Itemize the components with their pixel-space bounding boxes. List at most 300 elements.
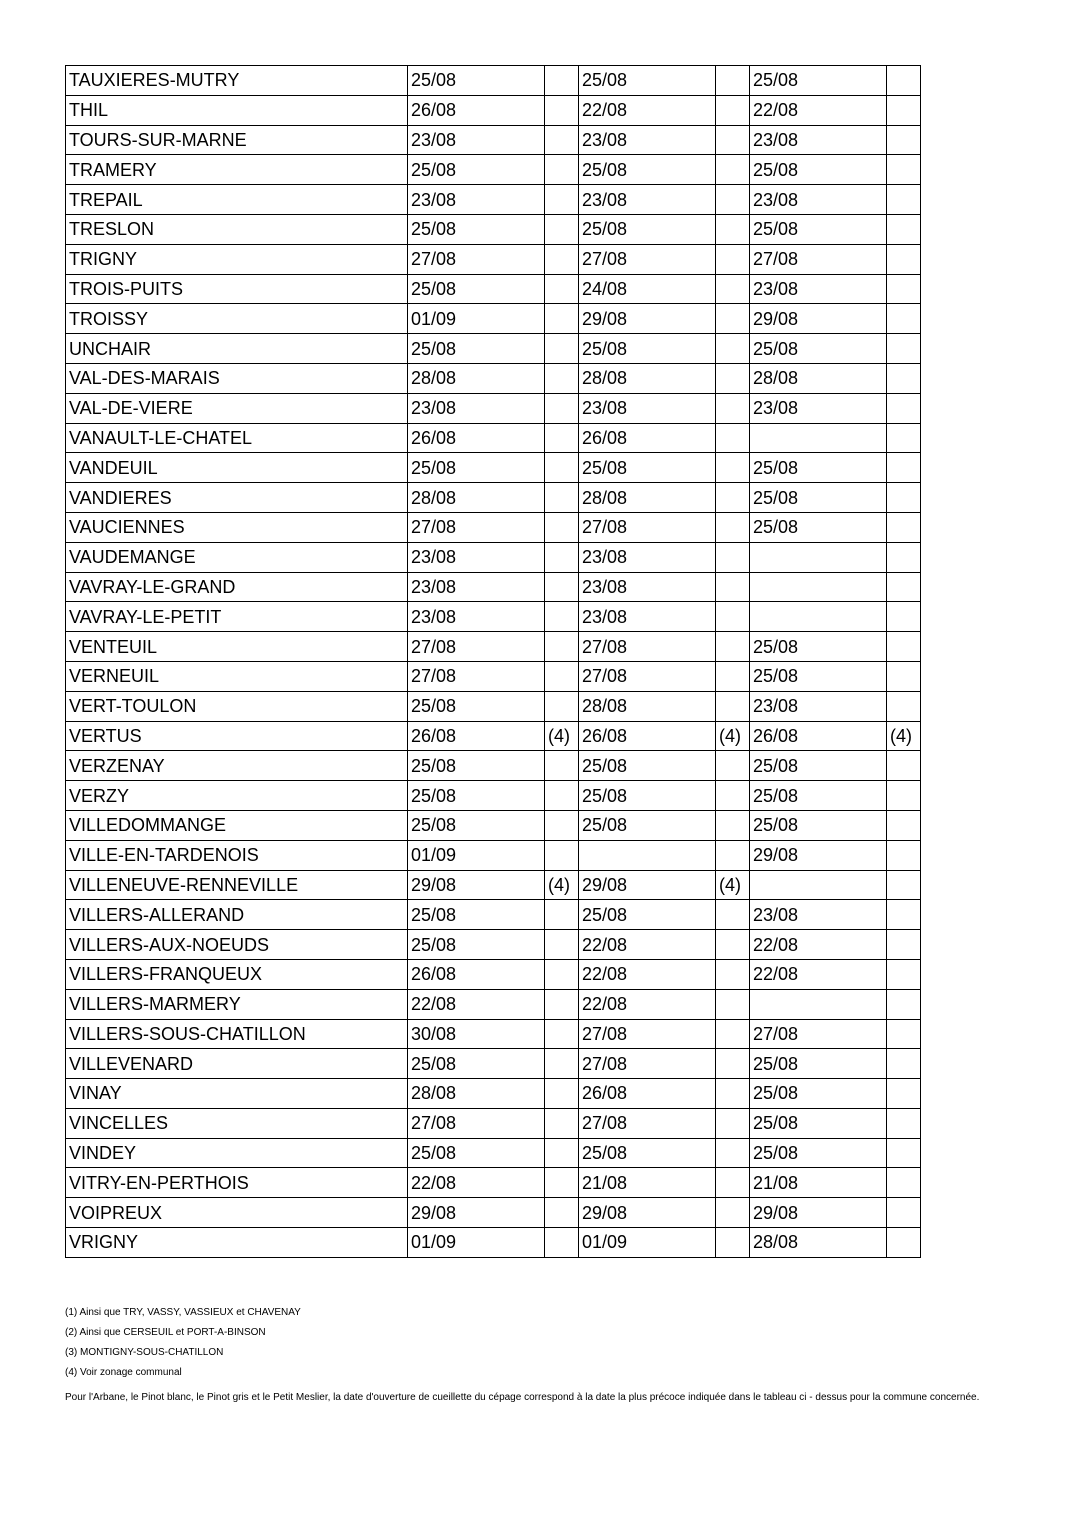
date-cell: 22/08 xyxy=(579,959,716,989)
date-cell: 23/08 xyxy=(579,185,716,215)
commune-cell: VAUDEMANGE xyxy=(66,542,408,572)
note-cell xyxy=(716,751,750,781)
note-cell xyxy=(716,1228,750,1258)
date-cell: 25/08 xyxy=(408,751,545,781)
commune-cell: TRESLON xyxy=(66,214,408,244)
note-cell xyxy=(545,95,579,125)
commune-cell: VAL-DE-VIERE xyxy=(66,393,408,423)
date-cell: 25/08 xyxy=(579,334,716,364)
cepage-note: Pour l'Arbane, le Pinot blanc, le Pinot gris et le Petit Meslier, la date d'ouverture de cueillette du cépage correspond à la date la plus précoce indiquée dans le tableau ci - dessus pour la commune concernée. xyxy=(65,1392,980,1403)
table-row xyxy=(66,423,921,453)
note-cell xyxy=(545,155,579,185)
note-cell xyxy=(545,1019,579,1049)
date-cell: 01/09 xyxy=(408,304,545,334)
table-row xyxy=(66,1079,921,1109)
date-cell: 25/08 xyxy=(750,1138,887,1168)
note-cell xyxy=(887,274,921,304)
date-cell: 25/08 xyxy=(579,1138,716,1168)
date-cell xyxy=(750,870,887,900)
footnote-2: (2) Ainsi que CERSEUIL et PORT-A-BINSON xyxy=(65,1327,266,1338)
commune-cell: VAUCIENNES xyxy=(66,512,408,542)
note-cell xyxy=(545,453,579,483)
date-cell: 21/08 xyxy=(750,1168,887,1198)
commune-cell: VRIGNY xyxy=(66,1228,408,1258)
commune-cell: VAVRAY-LE-PETIT xyxy=(66,602,408,632)
note-cell xyxy=(545,1079,579,1109)
note-cell xyxy=(545,125,579,155)
date-cell: 27/08 xyxy=(408,661,545,691)
date-cell: 23/08 xyxy=(408,602,545,632)
date-cell: 25/08 xyxy=(750,66,887,96)
note-cell xyxy=(716,1108,750,1138)
note-cell xyxy=(545,274,579,304)
date-cell: 25/08 xyxy=(750,512,887,542)
table-row xyxy=(66,334,921,364)
note-cell: (4) xyxy=(545,870,579,900)
date-cell: 23/08 xyxy=(579,542,716,572)
date-cell: 22/08 xyxy=(579,930,716,960)
commune-cell: VERZENAY xyxy=(66,751,408,781)
date-cell: 28/08 xyxy=(579,483,716,513)
table-row xyxy=(66,274,921,304)
date-cell: 29/08 xyxy=(408,870,545,900)
table-row xyxy=(66,721,921,751)
note-cell xyxy=(716,632,750,662)
table-row xyxy=(66,661,921,691)
commune-cell: VITRY-EN-PERTHOIS xyxy=(66,1168,408,1198)
note-cell xyxy=(545,602,579,632)
date-cell: 23/08 xyxy=(579,602,716,632)
note-cell xyxy=(716,185,750,215)
note-cell xyxy=(887,483,921,513)
date-cell: 23/08 xyxy=(750,900,887,930)
date-cell xyxy=(750,989,887,1019)
note-cell xyxy=(887,989,921,1019)
note-cell xyxy=(545,930,579,960)
date-cell: 25/08 xyxy=(750,751,887,781)
date-cell: 25/08 xyxy=(750,661,887,691)
date-cell: 25/08 xyxy=(579,810,716,840)
table-row xyxy=(66,1049,921,1079)
date-cell: 27/08 xyxy=(579,244,716,274)
footnote-4: (4) Voir zonage communal xyxy=(65,1367,182,1378)
note-cell xyxy=(716,95,750,125)
table-row xyxy=(66,95,921,125)
note-cell xyxy=(887,95,921,125)
date-cell: 29/08 xyxy=(750,840,887,870)
table-row xyxy=(66,781,921,811)
note-cell xyxy=(716,1138,750,1168)
note-cell xyxy=(887,691,921,721)
note-cell xyxy=(887,632,921,662)
date-cell: 29/08 xyxy=(408,1198,545,1228)
note-cell xyxy=(545,304,579,334)
note-cell xyxy=(716,1049,750,1079)
date-cell: 29/08 xyxy=(579,870,716,900)
date-cell: 27/08 xyxy=(579,512,716,542)
date-cell: 22/08 xyxy=(750,930,887,960)
note-cell xyxy=(716,959,750,989)
date-cell: 23/08 xyxy=(579,572,716,602)
date-cell: 23/08 xyxy=(408,572,545,602)
note-cell xyxy=(545,840,579,870)
table-row xyxy=(66,155,921,185)
note-cell xyxy=(545,393,579,423)
date-cell: 25/08 xyxy=(750,483,887,513)
note-cell xyxy=(887,1198,921,1228)
note-cell xyxy=(887,512,921,542)
note-cell xyxy=(545,781,579,811)
commune-cell: VANDIERES xyxy=(66,483,408,513)
note-cell xyxy=(545,244,579,274)
table-row xyxy=(66,1019,921,1049)
note-cell xyxy=(716,1019,750,1049)
date-cell: 29/08 xyxy=(579,1198,716,1228)
note-cell xyxy=(545,632,579,662)
note-cell xyxy=(716,363,750,393)
table-row xyxy=(66,810,921,840)
date-cell: 01/09 xyxy=(579,1228,716,1258)
commune-cell: VINAY xyxy=(66,1079,408,1109)
date-cell: 22/08 xyxy=(408,989,545,1019)
commune-cell: TROIS-PUITS xyxy=(66,274,408,304)
commune-cell: VILLERS-MARMERY xyxy=(66,989,408,1019)
note-cell xyxy=(545,900,579,930)
date-cell: 25/08 xyxy=(579,453,716,483)
table-row xyxy=(66,572,921,602)
date-cell: 27/08 xyxy=(579,661,716,691)
table-row xyxy=(66,483,921,513)
date-cell: 24/08 xyxy=(579,274,716,304)
date-cell: 27/08 xyxy=(408,1108,545,1138)
commune-cell: THIL xyxy=(66,95,408,125)
note-cell xyxy=(887,1079,921,1109)
note-cell xyxy=(545,423,579,453)
table-row xyxy=(66,959,921,989)
date-cell: 27/08 xyxy=(579,1108,716,1138)
note-cell xyxy=(545,691,579,721)
note-cell xyxy=(545,1049,579,1079)
date-cell: 25/08 xyxy=(408,453,545,483)
commune-cell: TOURS-SUR-MARNE xyxy=(66,125,408,155)
date-cell: 28/08 xyxy=(408,483,545,513)
date-cell: 25/08 xyxy=(750,1108,887,1138)
date-cell: 25/08 xyxy=(750,810,887,840)
note-cell xyxy=(887,959,921,989)
commune-cell: VANDEUIL xyxy=(66,453,408,483)
table-row xyxy=(66,512,921,542)
table-row xyxy=(66,542,921,572)
note-cell xyxy=(887,66,921,96)
commune-cell: UNCHAIR xyxy=(66,334,408,364)
commune-cell: VINDEY xyxy=(66,1138,408,1168)
table-row xyxy=(66,185,921,215)
note-cell xyxy=(887,1168,921,1198)
note-cell xyxy=(887,214,921,244)
note-cell xyxy=(716,125,750,155)
harvest-dates-table xyxy=(65,65,921,1258)
date-cell: 25/08 xyxy=(408,66,545,96)
date-cell: 26/08 xyxy=(408,95,545,125)
date-cell: 26/08 xyxy=(408,959,545,989)
date-cell: 27/08 xyxy=(408,244,545,274)
date-cell: 27/08 xyxy=(750,244,887,274)
date-cell: 25/08 xyxy=(408,155,545,185)
date-cell: 23/08 xyxy=(750,691,887,721)
date-cell: 01/09 xyxy=(408,1228,545,1258)
date-cell: 25/08 xyxy=(408,930,545,960)
note-cell xyxy=(716,691,750,721)
commune-cell: VOIPREUX xyxy=(66,1198,408,1228)
table-row xyxy=(66,125,921,155)
note-cell xyxy=(716,661,750,691)
table-row xyxy=(66,363,921,393)
note-cell xyxy=(716,155,750,185)
date-cell: 25/08 xyxy=(750,453,887,483)
note-cell xyxy=(545,572,579,602)
table-row xyxy=(66,930,921,960)
note-cell xyxy=(545,1168,579,1198)
commune-cell: VILLERS-AUX-NOEUDS xyxy=(66,930,408,960)
note-cell xyxy=(887,244,921,274)
note-cell xyxy=(716,66,750,96)
note-cell xyxy=(716,1198,750,1228)
date-cell: 23/08 xyxy=(750,274,887,304)
note-cell xyxy=(887,334,921,364)
table-row xyxy=(66,1138,921,1168)
note-cell xyxy=(545,542,579,572)
footnote-3: (3) MONTIGNY-SOUS-CHATILLON xyxy=(65,1347,224,1358)
note-cell xyxy=(887,304,921,334)
note-cell xyxy=(716,572,750,602)
date-cell: 25/08 xyxy=(408,691,545,721)
note-cell xyxy=(545,1228,579,1258)
note-cell xyxy=(716,393,750,423)
date-cell: 27/08 xyxy=(579,1019,716,1049)
note-cell xyxy=(545,66,579,96)
date-cell: 23/08 xyxy=(579,125,716,155)
note-cell xyxy=(716,781,750,811)
note-cell xyxy=(887,751,921,781)
date-cell xyxy=(750,423,887,453)
date-cell: 25/08 xyxy=(408,1049,545,1079)
date-cell xyxy=(750,542,887,572)
date-cell xyxy=(750,572,887,602)
date-cell: 21/08 xyxy=(579,1168,716,1198)
note-cell xyxy=(887,572,921,602)
table-row xyxy=(66,900,921,930)
note-cell xyxy=(716,810,750,840)
date-cell: 27/08 xyxy=(408,632,545,662)
note-cell xyxy=(716,274,750,304)
note-cell xyxy=(887,363,921,393)
note-cell xyxy=(887,840,921,870)
table-row xyxy=(66,632,921,662)
note-cell xyxy=(716,334,750,364)
note-cell xyxy=(545,363,579,393)
note-cell: (4) xyxy=(716,870,750,900)
date-cell: 25/08 xyxy=(408,334,545,364)
table-row xyxy=(66,751,921,781)
note-cell xyxy=(716,1079,750,1109)
date-cell: 22/08 xyxy=(579,95,716,125)
note-cell xyxy=(716,304,750,334)
date-cell: 27/08 xyxy=(579,632,716,662)
date-cell: 25/08 xyxy=(408,900,545,930)
table-row xyxy=(66,989,921,1019)
table-row xyxy=(66,840,921,870)
table-row xyxy=(66,1108,921,1138)
table-row xyxy=(66,602,921,632)
commune-cell: VILLE-EN-TARDENOIS xyxy=(66,840,408,870)
commune-cell: VERTUS xyxy=(66,721,408,751)
note-cell xyxy=(545,1108,579,1138)
note-cell xyxy=(887,930,921,960)
note-cell xyxy=(545,989,579,1019)
table-row xyxy=(66,66,921,96)
date-cell: 26/08 xyxy=(408,423,545,453)
date-cell: 25/08 xyxy=(750,632,887,662)
note-cell xyxy=(887,125,921,155)
commune-cell: VERNEUIL xyxy=(66,661,408,691)
table-row xyxy=(66,1228,921,1258)
commune-cell: VILLEDOMMANGE xyxy=(66,810,408,840)
commune-cell: VAL-DES-MARAIS xyxy=(66,363,408,393)
note-cell xyxy=(716,423,750,453)
table-row xyxy=(66,214,921,244)
commune-cell: VAVRAY-LE-GRAND xyxy=(66,572,408,602)
date-cell: 25/08 xyxy=(408,274,545,304)
commune-cell: VILLERS-FRANQUEUX xyxy=(66,959,408,989)
note-cell xyxy=(716,453,750,483)
date-cell: 25/08 xyxy=(408,214,545,244)
date-cell: 26/08 xyxy=(579,423,716,453)
commune-cell: VILLERS-ALLERAND xyxy=(66,900,408,930)
date-cell: 25/08 xyxy=(750,334,887,364)
note-cell xyxy=(887,900,921,930)
date-cell: 23/08 xyxy=(408,542,545,572)
date-cell: 23/08 xyxy=(408,185,545,215)
note-cell xyxy=(716,542,750,572)
date-cell: 26/08 xyxy=(579,1079,716,1109)
date-cell: 26/08 xyxy=(408,721,545,751)
date-cell: 22/08 xyxy=(750,95,887,125)
note-cell xyxy=(545,1198,579,1228)
date-cell: 25/08 xyxy=(750,1049,887,1079)
note-cell xyxy=(887,781,921,811)
date-cell: 22/08 xyxy=(408,1168,545,1198)
commune-cell: TROISSY xyxy=(66,304,408,334)
table-row xyxy=(66,244,921,274)
commune-cell: TREPAIL xyxy=(66,185,408,215)
date-cell: 23/08 xyxy=(408,125,545,155)
date-cell: 28/08 xyxy=(750,1228,887,1258)
note-cell xyxy=(716,512,750,542)
date-cell: 27/08 xyxy=(579,1049,716,1079)
commune-cell: TRAMERY xyxy=(66,155,408,185)
note-cell xyxy=(887,155,921,185)
note-cell xyxy=(545,483,579,513)
date-cell: 27/08 xyxy=(408,512,545,542)
date-cell: 25/08 xyxy=(579,900,716,930)
date-cell: 23/08 xyxy=(579,393,716,423)
date-cell: 27/08 xyxy=(750,1019,887,1049)
note-cell xyxy=(545,751,579,781)
note-cell xyxy=(716,900,750,930)
date-cell: 29/08 xyxy=(750,304,887,334)
note-cell xyxy=(887,870,921,900)
note-cell xyxy=(887,661,921,691)
note-cell xyxy=(716,244,750,274)
note-cell: (4) xyxy=(887,721,921,751)
date-cell xyxy=(579,840,716,870)
note-cell xyxy=(887,185,921,215)
note-cell xyxy=(545,334,579,364)
note-cell xyxy=(887,1049,921,1079)
date-cell: 25/08 xyxy=(408,781,545,811)
note-cell xyxy=(716,602,750,632)
note-cell xyxy=(545,661,579,691)
date-cell: 23/08 xyxy=(408,393,545,423)
commune-cell: VILLERS-SOUS-CHATILLON xyxy=(66,1019,408,1049)
note-cell xyxy=(887,1108,921,1138)
date-cell: 23/08 xyxy=(750,393,887,423)
date-cell: 28/08 xyxy=(408,363,545,393)
date-cell: 28/08 xyxy=(579,363,716,393)
note-cell xyxy=(887,542,921,572)
note-cell xyxy=(545,810,579,840)
date-cell: 22/08 xyxy=(750,959,887,989)
date-cell: 23/08 xyxy=(750,125,887,155)
date-cell: 28/08 xyxy=(750,363,887,393)
note-cell xyxy=(887,453,921,483)
date-cell: 01/09 xyxy=(408,840,545,870)
note-cell xyxy=(545,959,579,989)
note-cell xyxy=(887,1019,921,1049)
note-cell xyxy=(716,989,750,1019)
note-cell xyxy=(887,423,921,453)
note-cell: (4) xyxy=(716,721,750,751)
date-cell: 29/08 xyxy=(579,304,716,334)
date-cell: 29/08 xyxy=(750,1198,887,1228)
commune-cell: TRIGNY xyxy=(66,244,408,274)
date-cell: 25/08 xyxy=(579,66,716,96)
date-cell: 26/08 xyxy=(579,721,716,751)
date-cell: 28/08 xyxy=(579,691,716,721)
note-cell xyxy=(887,810,921,840)
footnote-1: (1) Ainsi que TRY, VASSY, VASSIEUX et CHAVENAY xyxy=(65,1307,301,1318)
date-cell xyxy=(750,602,887,632)
table-row xyxy=(66,453,921,483)
commune-cell: VENTEUIL xyxy=(66,632,408,662)
note-cell xyxy=(716,483,750,513)
date-cell: 25/08 xyxy=(750,214,887,244)
date-cell: 23/08 xyxy=(750,185,887,215)
date-cell: 22/08 xyxy=(579,989,716,1019)
table-row xyxy=(66,870,921,900)
note-cell xyxy=(545,512,579,542)
note-cell xyxy=(545,1138,579,1168)
date-cell: 25/08 xyxy=(579,214,716,244)
table-row xyxy=(66,1198,921,1228)
date-cell: 25/08 xyxy=(579,781,716,811)
note-cell xyxy=(887,393,921,423)
date-cell: 26/08 xyxy=(750,721,887,751)
commune-cell: VANAULT-LE-CHATEL xyxy=(66,423,408,453)
commune-cell: VINCELLES xyxy=(66,1108,408,1138)
note-cell xyxy=(887,602,921,632)
commune-cell: VILLEVENARD xyxy=(66,1049,408,1079)
